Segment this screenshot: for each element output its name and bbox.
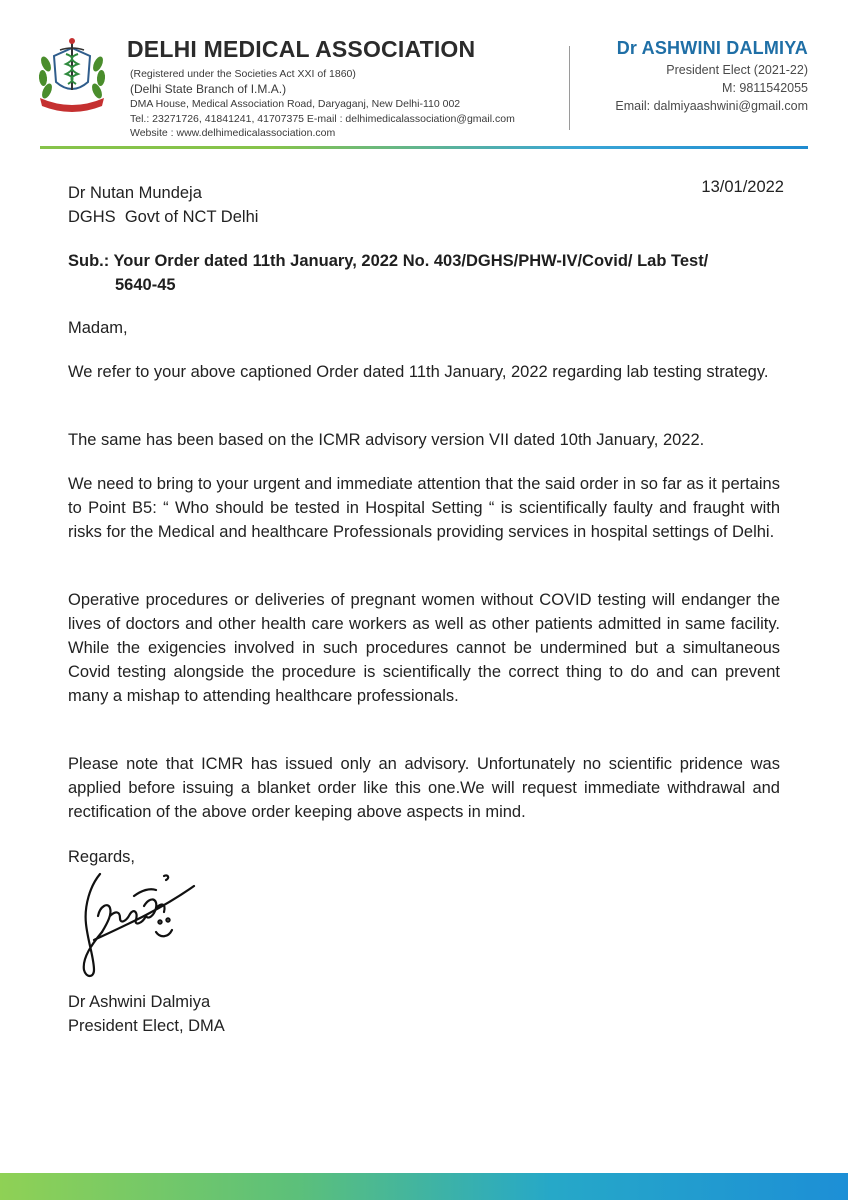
addressee-block xyxy=(68,181,258,229)
letter-date: 13/01/2022 xyxy=(701,178,784,196)
subject-line xyxy=(68,249,788,297)
signer-block xyxy=(68,990,225,1038)
salutation: Madam, xyxy=(68,319,128,337)
president-email: Email: dalmiyaashwini@gmail.com xyxy=(615,99,808,113)
addressee-office: DGHS Govt of NCT Delhi xyxy=(68,208,259,226)
organization-contact: Tel.: 23271726, 41841241, 41707375 E-mail : delhimedicalassociation@gmail.com xyxy=(130,113,515,125)
signature-icon xyxy=(64,866,200,982)
organization-address: DMA House, Medical Association Road, Daryaganj, New Delhi-110 002 xyxy=(130,98,461,110)
president-name: Dr ASHWINI DALMIYA xyxy=(616,38,808,58)
president-title: President Elect (2021-22) xyxy=(666,63,808,77)
footer-band xyxy=(0,1173,848,1200)
paragraph: Operative procedures or deliveries of pregnant women without COVID testing will endanger the lives of doctors and other health care workers as well as other patients admitted in same facility. While the exigencies involved in such procedures cannot be undermined but a simultaneous Covid testing alongside the procedure is scientifically the correct thing to do and can prevent many a mishap to attending healthcare professionals. xyxy=(68,591,780,705)
subject-line-2: 5640-45 xyxy=(115,276,176,294)
subject-line-1: Sub.: Your Order dated 11th January, 2022 No. 403/DGHS/PHW-IV/Covid/ Lab Test/ xyxy=(68,252,709,270)
paragraph: Please note that ICMR has issued only an advisory. Unfortunately no scientific pridence was applied before issuing a blanket order like this one.We will request immediate withdrawal and rectification of the above order keeping above aspects in mind. xyxy=(68,755,780,821)
header-rule xyxy=(40,146,808,149)
signer-name: Dr Ashwini Dalmiya xyxy=(68,993,211,1011)
organization-name: DELHI MEDICAL ASSOCIATION xyxy=(127,36,476,62)
branch-note: (Delhi State Branch of I.M.A.) xyxy=(130,82,287,96)
paragraph: We refer to your above captioned Order dated 11th January, 2022 regarding lab testing strategy. xyxy=(68,363,769,381)
registration-note: (Registered under the Societies Act XXI of 1860) xyxy=(130,68,356,80)
paragraph: The same has been based on the ICMR advisory version VII dated 10th January, 2022. xyxy=(68,431,705,449)
addressee-name: Dr Nutan Mundeja xyxy=(68,184,202,202)
closing: Regards, xyxy=(68,848,135,866)
header-divider xyxy=(569,46,570,130)
organization-website: Website : www.delhimedicalassociation.com xyxy=(130,127,336,139)
signer-title: President Elect, DMA xyxy=(68,1017,225,1035)
paragraph: We need to bring to your urgent and immediate attention that the said order in so far as it pertains to Point B5: “ Who should be tested in Hospital Setting “ is scientifically faulty and fraught with risks for the Medical and healthcare Professionals providing services in hospital settings of Delhi. xyxy=(68,475,780,541)
president-mobile: M: 9811542055 xyxy=(722,81,808,95)
association-logo-icon xyxy=(34,34,110,114)
